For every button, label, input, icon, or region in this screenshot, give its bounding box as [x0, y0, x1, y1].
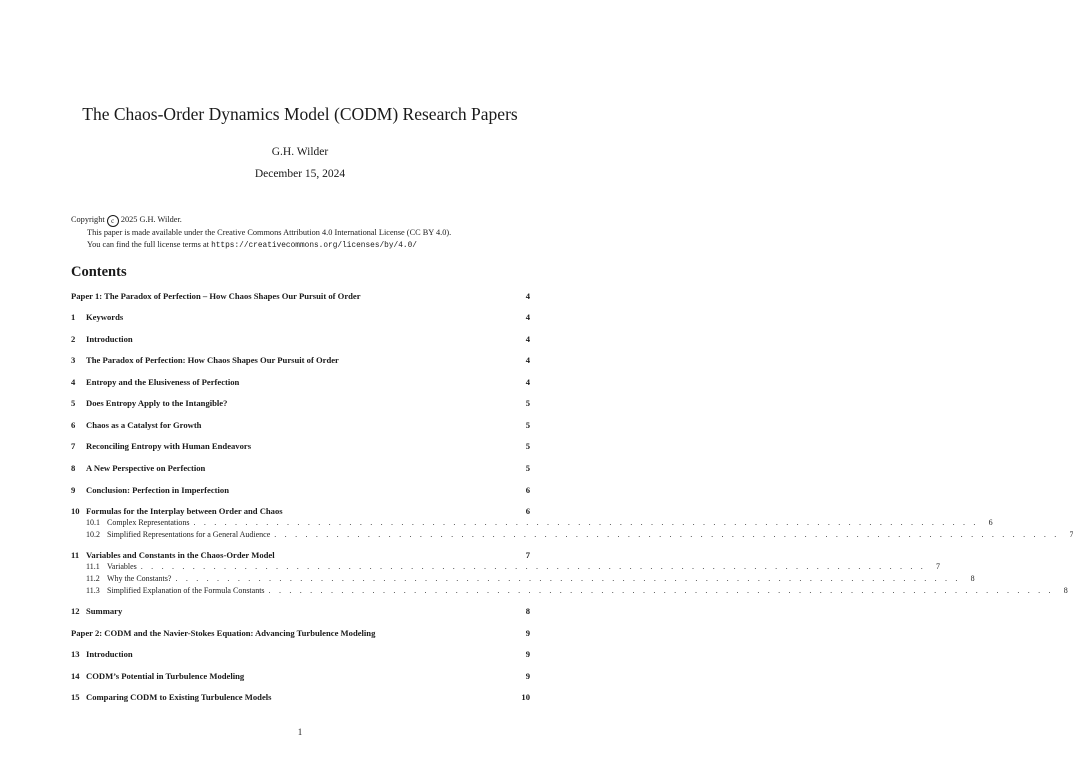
paper-title: The Chaos-Order Dynamics Model (CODM) Research Papers — [82, 104, 518, 124]
toc-entry-number: 15 — [71, 692, 80, 702]
toc-subentry-page: 6 — [988, 518, 993, 527]
toc-entry-title: Keywords — [86, 312, 124, 322]
toc-entry-number: 1 — [71, 312, 76, 322]
toc-entry-title: Paper 1: The Paradox of Perfection – How Chaos Shapes Our Pursuit of Order — [71, 291, 361, 301]
toc-entry-section-6[interactable] — [71, 420, 530, 432]
toc-entry-paper-2[interactable] — [71, 628, 530, 640]
toc-entry-title: The Paradox of Perfection: How Chaos Shapes Our Pursuit of Order — [86, 355, 339, 365]
toc-dot-leader: . . . . . . . . . . . . . . . . . . . . . . . . . . . . . . . . . . . . . . . . . . . . . . . . . . . . . . . . . . . . . . . . . . . . . . . . . . . . — [193, 518, 979, 527]
toc-entry-page: 9 — [525, 628, 530, 638]
contents-heading: Contents — [71, 264, 127, 280]
toc-subentry-title: Variables — [107, 562, 137, 571]
toc-entry-section-8[interactable] — [71, 463, 530, 475]
toc-entry-title: Comparing CODM to Existing Turbulence Models — [86, 692, 272, 702]
toc-entry-title: Introduction — [86, 649, 133, 659]
toc-subentry-number: 10.2 — [86, 530, 100, 539]
toc-subentry-page: 7 — [935, 562, 940, 571]
toc-entry-title: Summary — [86, 606, 123, 616]
toc-entry-section-12[interactable] — [71, 606, 530, 618]
copyright-notice — [71, 214, 541, 252]
toc-entry-number: 8 — [71, 463, 76, 473]
toc-entry-number: 6 — [71, 420, 76, 430]
toc-entry-title: Reconciling Entropy with Human Endeavors — [86, 441, 252, 451]
toc-entry-section-3[interactable] — [71, 355, 530, 367]
license-url-link[interactable]: https://creativecommons.org/licenses/by/4.0/ — [211, 241, 417, 250]
toc-entry-page: 4 — [525, 291, 530, 301]
copyright-label: Copyright — [71, 215, 105, 224]
toc-subentry-title: Why the Constants? — [107, 574, 172, 583]
toc-subentry-page: 7 — [1069, 530, 1073, 539]
toc-entry-section-1[interactable] — [71, 312, 530, 324]
toc-entry-number: 13 — [71, 649, 80, 659]
toc-subentry-10-2[interactable] — [86, 530, 1073, 541]
toc-entry-page: 6 — [525, 485, 530, 495]
toc-entry-number: 12 — [71, 606, 80, 616]
toc-subentry-number: 10.1 — [86, 518, 100, 527]
toc-entry-section-14[interactable] — [71, 671, 530, 683]
toc-entry-page: 5 — [525, 420, 530, 430]
toc-subentry-page: 8 — [970, 574, 975, 583]
toc-entry-section-2[interactable] — [71, 334, 530, 346]
toc-subentry-10-1[interactable] — [86, 518, 993, 529]
toc-entry-page: 4 — [525, 355, 530, 365]
toc-entry-title: Introduction — [86, 334, 133, 344]
toc-entry-page: 4 — [525, 312, 530, 322]
toc-entry-paper-1[interactable] — [71, 291, 530, 303]
toc-subentry-number: 11.2 — [86, 574, 100, 583]
toc-entry-section-5[interactable] — [71, 398, 530, 410]
toc-entry-section-13[interactable] — [71, 649, 530, 661]
toc-subentry-title: Complex Representations — [107, 518, 190, 527]
author-name: G.H. Wilder — [271, 146, 329, 158]
toc-entry-title: Chaos as a Catalyst for Growth — [86, 420, 202, 430]
toc-dot-leader: . . . . . . . . . . . . . . . . . . . . . . . . . . . . . . . . . . . . . . . . . . . . . . . . . . . . . . . . . . . . . . . . . . . . . . . . . . . . — [268, 586, 1054, 595]
toc-entry-section-9[interactable] — [71, 485, 530, 497]
toc-entry-page: 10 — [521, 692, 530, 702]
toc-subentry-11-2[interactable] — [86, 574, 975, 585]
toc-entry-number: 11 — [71, 550, 80, 560]
toc-dot-leader: . . . . . . . . . . . . . . . . . . . . . . . . . . . . . . . . . . . . . . . . . . . . . . . . . . . . . . . . . . . . . . . . . . . . . . . . . . . . — [274, 530, 1060, 539]
toc-entry-section-15[interactable] — [71, 692, 530, 704]
toc-entry-page: 9 — [525, 649, 530, 659]
toc-entry-title: Paper 2: CODM and the Navier-Stokes Equation: Advancing Turbulence Modeling — [71, 628, 376, 638]
toc-entry-title: Does Entropy Apply to the Intangible? — [86, 398, 228, 408]
toc-subentry-number: 11.1 — [86, 562, 100, 571]
toc-entry-page: 4 — [525, 334, 530, 344]
toc-subentry-title: Simplified Explanation of the Formula Constants — [107, 586, 265, 595]
toc-entry-number: 3 — [71, 355, 76, 365]
copyright-symbol-icon: c — [107, 215, 119, 227]
toc-entry-page: 5 — [525, 463, 530, 473]
toc-entry-page: 9 — [525, 671, 530, 681]
toc-entry-page: 6 — [525, 506, 530, 516]
license-terms-label: You can find the full license terms at — [87, 239, 209, 249]
toc-entry-number: 14 — [71, 671, 80, 681]
page-number: 1 — [297, 727, 303, 737]
publication-date: December 15, 2024 — [254, 168, 346, 180]
toc-entry-number: 4 — [71, 377, 76, 387]
toc-subentry-number: 11.3 — [86, 586, 100, 595]
toc-entry-title: Conclusion: Perfection in Imperfection — [86, 485, 229, 495]
toc-entry-number: 5 — [71, 398, 76, 408]
toc-entry-page: 5 — [525, 441, 530, 451]
toc-entry-page: 5 — [525, 398, 530, 408]
toc-entry-section-7[interactable] — [71, 441, 530, 453]
copyright-holder: 2025 G.H. Wilder. — [120, 215, 182, 224]
toc-subentry-title: Simplified Representations for a General Audience — [107, 530, 271, 539]
toc-entry-number: 7 — [71, 441, 76, 451]
toc-dot-leader: . . . . . . . . . . . . . . . . . . . . . . . . . . . . . . . . . . . . . . . . . . . . . . . . . . . . . . . . . . . . . . . . . . . . . . . . . . . . — [175, 574, 961, 583]
toc-entry-title: Variables and Constants in the Chaos-Order Model — [86, 550, 275, 560]
toc-entry-number: 9 — [71, 485, 76, 495]
toc-subentry-11-3[interactable] — [86, 586, 1068, 597]
toc-entry-number: 10 — [71, 506, 80, 516]
toc-entry-title: Formulas for the Interplay between Order and Chaos — [86, 506, 283, 516]
toc-subentry-11-1[interactable] — [86, 562, 940, 573]
license-statement: This paper is made available under the Creative Commons Attribution 4.0 International License (CC BY 4.0). — [87, 228, 452, 237]
toc-entry-title: CODM’s Potential in Turbulence Modeling — [86, 671, 245, 681]
toc-entry-title: A New Perspective on Perfection — [86, 463, 206, 473]
toc-entry-page: 7 — [525, 550, 530, 560]
toc-entry-page: 4 — [525, 377, 530, 387]
toc-entry-section-10[interactable] — [71, 506, 530, 518]
toc-dot-leader: . . . . . . . . . . . . . . . . . . . . . . . . . . . . . . . . . . . . . . . . . . . . . . . . . . . . . . . . . . . . . . . . . . . . . . . . . . . . — [140, 562, 926, 571]
toc-subentry-page: 8 — [1063, 586, 1068, 595]
toc-entry-section-11[interactable] — [71, 550, 530, 562]
toc-entry-title: Entropy and the Elusiveness of Perfection — [86, 377, 240, 387]
toc-entry-page: 8 — [525, 606, 530, 616]
toc-entry-number: 2 — [71, 334, 76, 344]
toc-entry-section-4[interactable] — [71, 377, 530, 389]
